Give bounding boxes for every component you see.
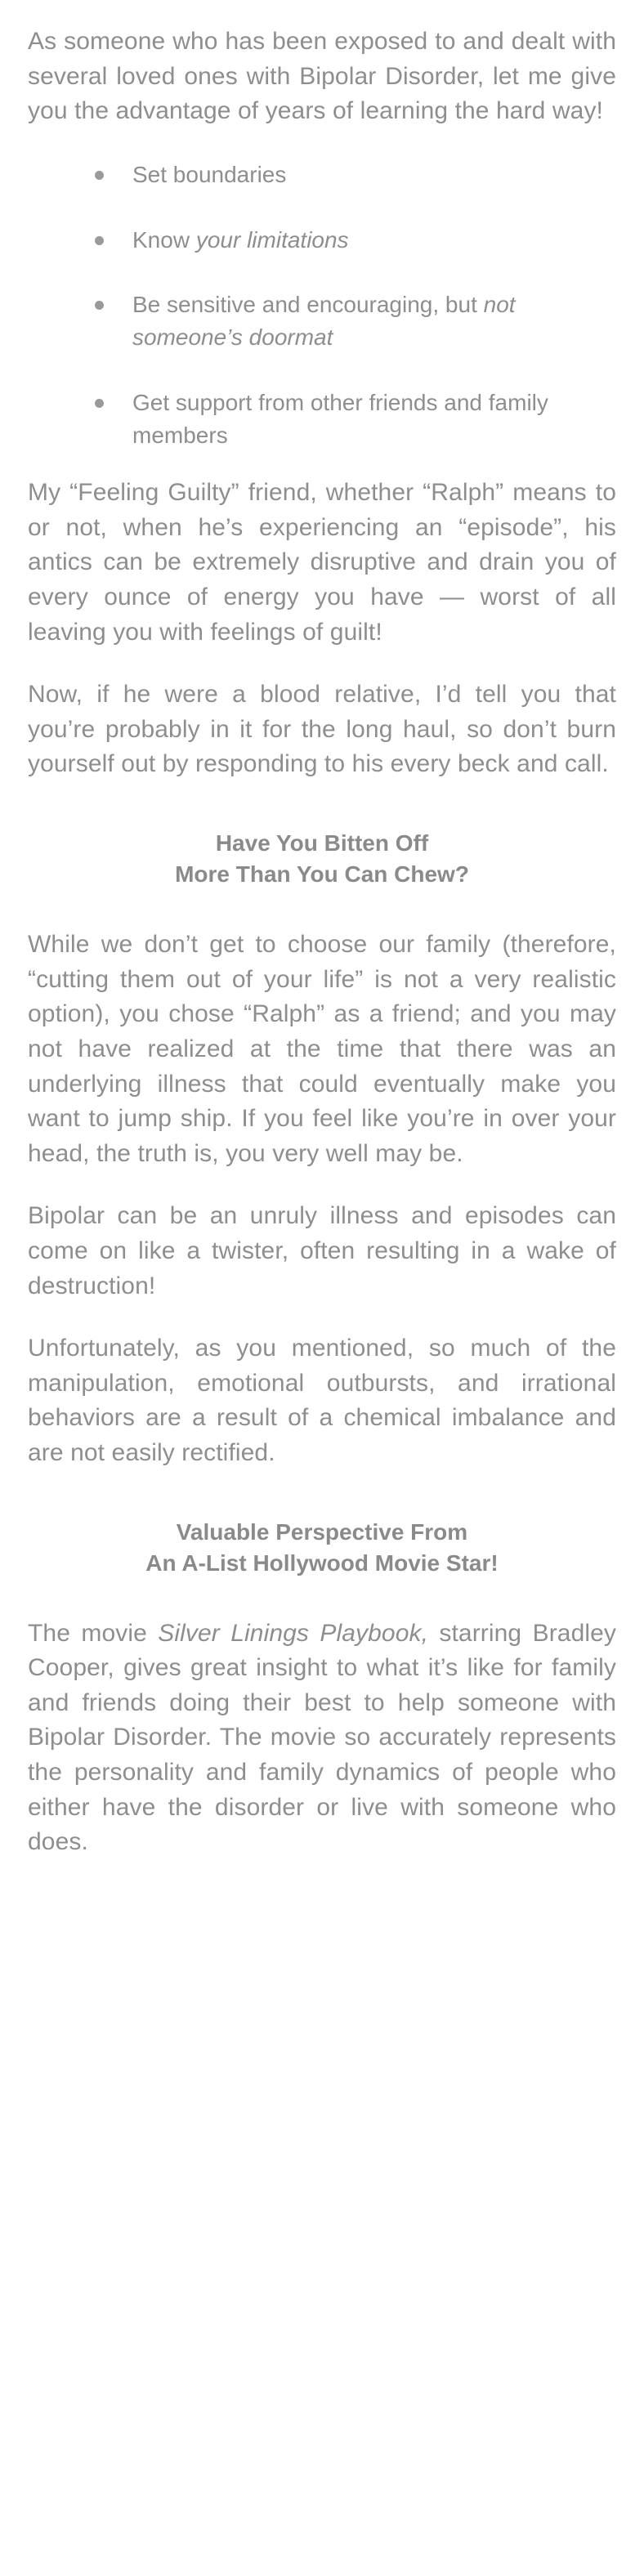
list-item-label: Be sensitive and encouraging, but <box>132 292 484 318</box>
paragraph-blood-relative: Now, if he were a blood relative, I’d tell you that you’re probably in it for the long haul, so don’t burn yourself out by responding to his every beck and call. <box>28 681 616 778</box>
list-item <box>28 387 616 452</box>
list-item-label: Set boundaries <box>132 161 287 187</box>
bullet-dot-icon <box>95 236 104 245</box>
advice-bullet-list <box>28 159 616 452</box>
movie-text-before: The movie <box>28 1619 159 1647</box>
paragraph-movie <box>28 1617 616 1860</box>
heading-line: Have You Bitten Off <box>215 830 429 856</box>
list-item-label: Get support from other friends and family members <box>132 389 548 448</box>
paragraph-feeling-guilty: My “Feeling Guilty” friend, whether “Ralph” means to or not, when he’s experiencing an “episode”, his antics can be extremely disruptive and drain you of every ounce of energy you have — worst of all leaving you with feelings of guilt! <box>28 479 616 646</box>
list-item-emphasis: your limitations <box>195 226 349 253</box>
list-item-emphasis: not someone’s doormat <box>132 292 516 351</box>
paragraph-unruly-illness: Bipolar can be an unruly illness and episodes can come on like a twister, often resulting in a wake of destruction! <box>28 1202 616 1299</box>
list-item-label: Know <box>132 226 196 253</box>
paragraph-chemical-imbalance: Unfortunately, as you mentioned, so much of the manipulation, emotional outbursts, and irrational behaviors are a result of a chemical imbalance and are not easily rectified. <box>28 1335 616 1466</box>
list-item <box>28 224 616 257</box>
heading-line: More Than You Can Chew? <box>175 861 469 888</box>
bullet-dot-icon <box>95 171 104 180</box>
heading-line: An A-List Hollywood Movie Star! <box>145 1550 499 1576</box>
paragraph-intro: As someone who has been exposed to and dealt with several loved ones with Bipolar Disorder, let me give you the advantage of years of learning the hard way! <box>28 28 616 125</box>
movie-title: Silver Linings Playbook, <box>158 1619 429 1647</box>
heading-line: Valuable Perspective From <box>176 1518 468 1545</box>
list-item <box>28 288 616 354</box>
section-heading-bitten-off <box>28 828 616 890</box>
bullet-dot-icon <box>95 399 104 408</box>
bullet-dot-icon <box>95 301 104 310</box>
paragraph-choose-family: While we don’t get to choose our family (therefore, “cutting them out of your life” is not a very realistic option), you chose “Ralph” as a friend; and you may not have realized at the time that there was an underlying illness that could eventually make you want to jump ship. If you feel like you’re in over your head, the truth is, you very well may be. <box>28 931 616 1167</box>
movie-text-after: starring Bradley Cooper, gives great insight to what it’s like for family and friends doing their best to help someone with Bipolar Disorder. The movie so accurately represents the personality and family dynamics of people who either have the disorder or live with someone who does. <box>28 1619 616 1856</box>
list-item <box>28 159 616 191</box>
section-heading-valuable-perspective <box>28 1517 616 1579</box>
